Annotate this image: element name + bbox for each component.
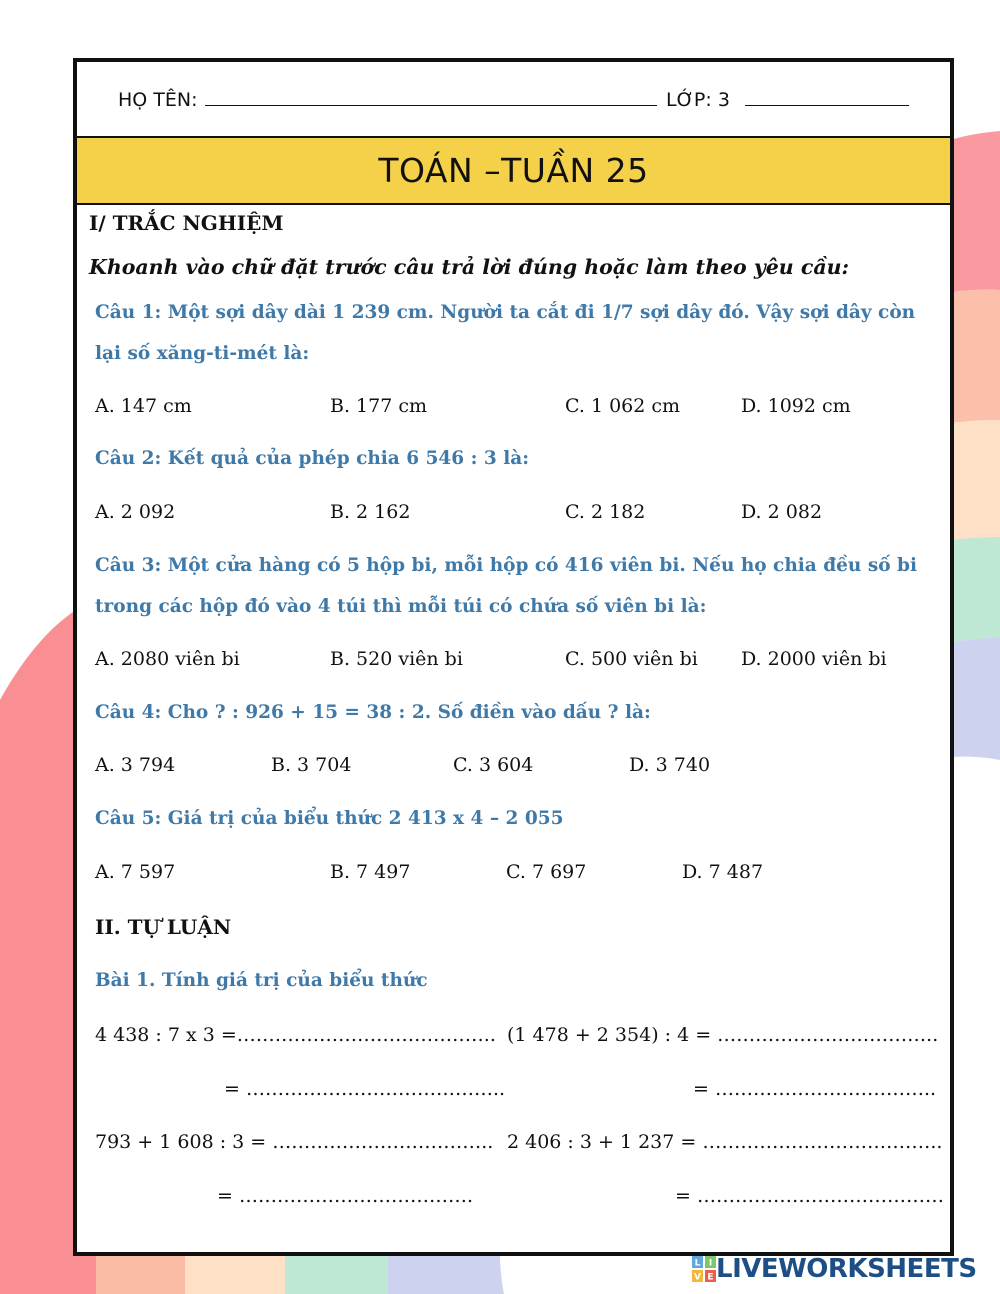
- question-2: Câu 2: Kết quả của phép chia 6 546 : 3 là:: [95, 448, 530, 469]
- class-label: LỚP: 3: [666, 89, 730, 111]
- question-1-line-2: lại số xăng-ti-mét là:: [95, 343, 310, 364]
- q5-option-a[interactable]: A. 7 597: [95, 861, 176, 883]
- section1-instruction: Khoanh vào chữ đặt trước câu trả lời đúng hoặc làm theo yêu cầu:: [89, 255, 850, 279]
- task-1-heading: Bài 1. Tính giá trị của biểu thức: [95, 970, 428, 991]
- header: [77, 62, 950, 138]
- logo-letter-v: V: [694, 1272, 701, 1282]
- q1-option-c[interactable]: C. 1 062 cm: [565, 395, 681, 417]
- expression-3[interactable]: 793 + 1 608 : 3 = ……………………………..: [95, 1131, 494, 1153]
- expression-2[interactable]: (1 478 + 2 354) : 4 = ……………………………..: [507, 1024, 939, 1046]
- section1-heading: I/ TRẮC NGHIỆM: [89, 211, 284, 235]
- q1-option-a[interactable]: A. 147 cm: [95, 395, 192, 417]
- q1-option-b[interactable]: B. 177 cm: [330, 395, 428, 417]
- q3-option-b[interactable]: B. 520 viên bi: [330, 648, 463, 670]
- q5-option-d[interactable]: D. 7 487: [682, 861, 764, 883]
- page-title: TOÁN –TUẦN 25: [77, 138, 950, 205]
- q5-option-b[interactable]: B. 7 497: [330, 861, 411, 883]
- liveworksheets-icon: [692, 1256, 716, 1282]
- name-input-line[interactable]: [205, 105, 657, 106]
- q2-option-a[interactable]: A. 2 092: [95, 501, 176, 523]
- logo-letter-i: I: [708, 1258, 713, 1269]
- q1-option-d[interactable]: D. 1092 cm: [741, 395, 851, 417]
- q3-option-c[interactable]: C. 500 viên bi: [565, 648, 698, 670]
- q4-option-a[interactable]: A. 3 794: [95, 754, 176, 776]
- q3-option-a[interactable]: A. 2080 viên bi: [95, 648, 240, 670]
- q3-option-d[interactable]: D. 2000 viên bi: [741, 648, 887, 670]
- expression-2-step[interactable]: = ……………………………..: [693, 1078, 937, 1100]
- expression-4[interactable]: 2 406 : 3 + 1 237 = ………………………………..: [507, 1131, 943, 1153]
- section2-heading: II. TỰ LUẬN: [95, 915, 232, 939]
- name-label: HỌ TÊN:: [118, 89, 198, 111]
- question-3-line-1: Câu 3: Một cửa hàng có 5 hộp bi, mỗi hộp có 416 viên bi. Nếu họ chia đều số bi: [95, 555, 917, 576]
- expression-4-step[interactable]: = …………………………………: [675, 1185, 944, 1207]
- logo-letter-l: L: [694, 1258, 701, 1269]
- brand-text: LIVEWORKSHEETS: [716, 1254, 977, 1284]
- worksheet: [73, 58, 954, 1256]
- expression-3-step[interactable]: = ……………………………….: [217, 1185, 473, 1207]
- q2-option-c[interactable]: C. 2 182: [565, 501, 646, 523]
- q4-option-b[interactable]: B. 3 704: [271, 754, 352, 776]
- liveworksheets-logo: [692, 1254, 977, 1284]
- q2-option-b[interactable]: B. 2 162: [330, 501, 411, 523]
- question-3-line-2: trong các hộp đó vào 4 túi thì mỗi túi có chứa số viên bi là:: [95, 596, 707, 617]
- expression-1-step[interactable]: = …………………………………..: [224, 1078, 506, 1100]
- logo-letter-e: E: [707, 1272, 714, 1282]
- q4-option-d[interactable]: D. 3 740: [629, 754, 711, 776]
- question-4: Câu 4: Cho ? : 926 + 15 = 38 : 2. Số điền vào dấu ? là:: [95, 702, 651, 723]
- q4-option-c[interactable]: C. 3 604: [453, 754, 534, 776]
- q2-option-d[interactable]: D. 2 082: [741, 501, 823, 523]
- question-1-line-1: Câu 1: Một sợi dây dài 1 239 cm. Người ta cắt đi 1/7 sợi dây đó. Vậy sợi dây còn: [95, 302, 916, 323]
- class-input-line[interactable]: [745, 105, 909, 106]
- question-5: Câu 5: Giá trị của biểu thức 2 413 x 4 – 2 055: [95, 808, 564, 829]
- q5-option-c[interactable]: C. 7 697: [506, 861, 587, 883]
- expression-1[interactable]: 4 438 : 7 x 3 =…………………………………..: [95, 1024, 496, 1046]
